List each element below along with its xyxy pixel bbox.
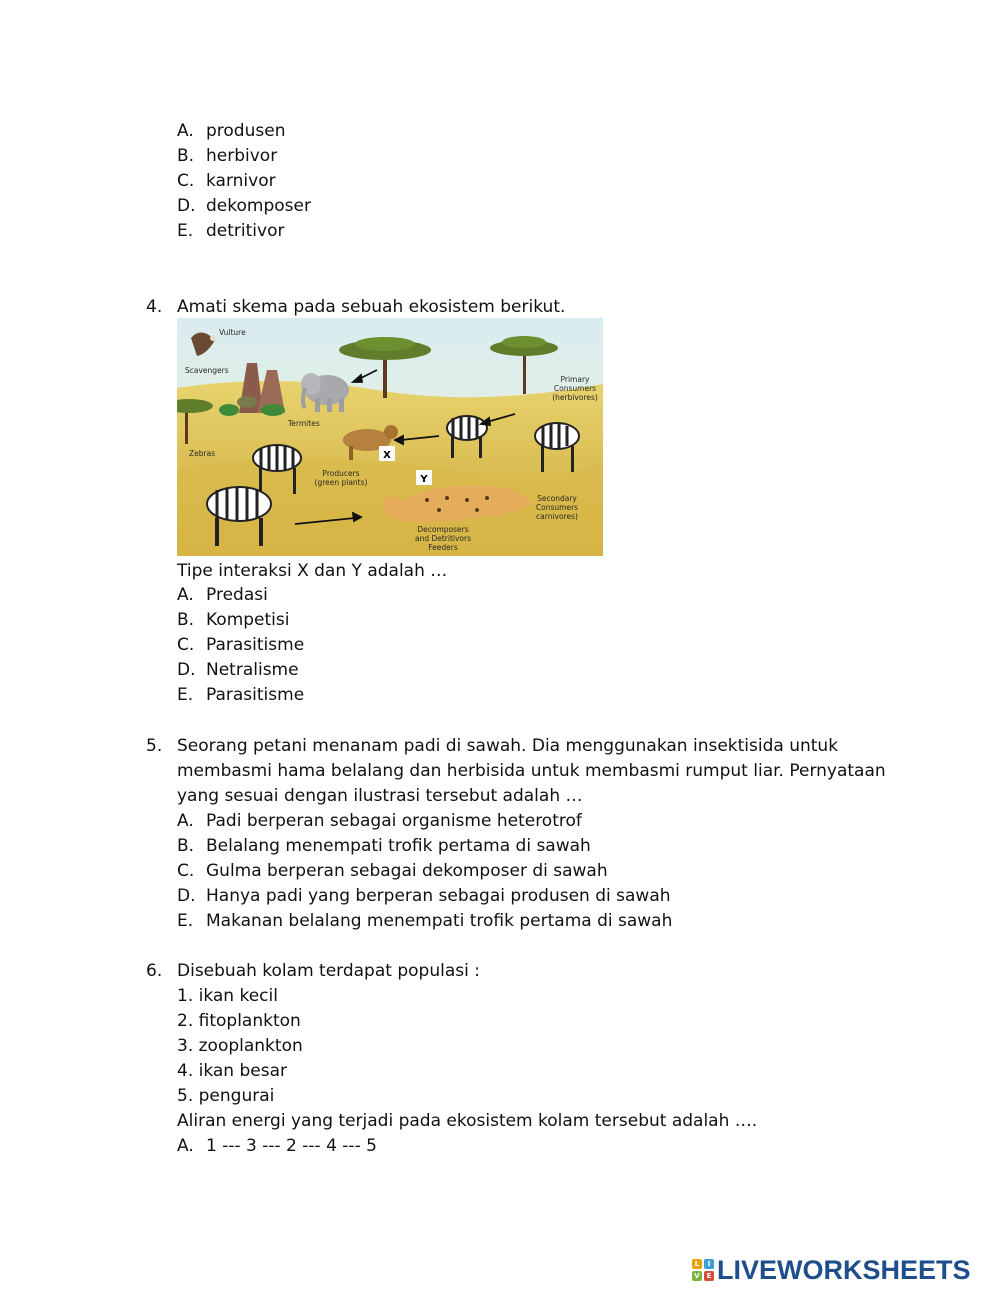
label-decomposers-1: Decomposers [417,525,469,534]
q6-question: Aliran energi yang terjadi pada ekosistem kolam tersebut adalah …. [177,1111,758,1131]
ecosystem-figure [177,318,603,556]
q3-option-b[interactable]: B. herbivor [177,146,278,166]
q6-item-2: 2. fitoplankton [177,1011,301,1031]
liveworksheets-logo[interactable] [692,1255,971,1285]
q3-option-d[interactable]: D. dekomposer [177,196,311,216]
label-primary-1: Primary [560,375,590,384]
q5-number: 5. [146,736,163,756]
q5-option-d[interactable]: D. Hanya padi yang berperan sebagai produsen di sawah [177,886,671,906]
q6-prompt: Disebuah kolam terdapat populasi : [177,961,480,981]
label-secondary-3: carnivores) [536,512,578,521]
q5-text-line-1: Seorang petani menanam padi di sawah. Dia menggunakan insektisida untuk [177,736,839,756]
label-primary-3: (herbivores) [552,393,598,402]
q4-number: 4. [146,297,163,317]
q5-option-c[interactable]: C. Gulma berperan sebagai dekomposer di sawah [177,861,608,881]
q5-option-e[interactable]: E. Makanan belalang menempati trofik pertama di sawah [177,911,673,931]
q4-prompt: Amati skema pada sebuah ekosistem berikut. [177,297,566,317]
label-scavengers: Scavengers [185,366,229,375]
q4-option-e[interactable]: E. Parasitisme [177,685,305,705]
label-termites: Termites [288,419,320,428]
label-y: Y [420,474,428,485]
q4-option-b[interactable]: B. Kompetisi [177,610,290,630]
q3-option-e[interactable]: E. detritivor [177,221,285,241]
q5-text-line-2: membasmi hama belalang dan herbisida untuk membasmi rumput liar. Pernyataan [177,761,886,781]
label-producers-1: Producers [322,469,360,478]
q4-question: Tipe interaksi X dan Y adalah … [177,561,448,581]
label-secondary-2: Consumers [535,503,579,512]
q5-option-a[interactable]: A. Padi berperan sebagai organisme heterotrof [177,811,582,831]
logo-text: LIVEWORKSHEETS [717,1254,971,1285]
q5-option-b[interactable]: B. Belalang menempati trofik pertama di sawah [177,836,591,856]
label-primary-2: Consumers [553,384,597,393]
q4-option-d[interactable]: D. Netralisme [177,660,299,680]
label-producers-2: (green plants) [314,478,368,487]
q3-option-a[interactable]: A. produsen [177,121,286,141]
q6-option-a[interactable]: A. 1 --- 3 --- 2 --- 4 --- 5 [177,1136,377,1156]
q6-item-5: 5. pengurai [177,1086,275,1106]
q6-item-4: 4. ikan besar [177,1061,288,1081]
label-secondary-1: Secondary [537,494,577,503]
q3-option-c[interactable]: C. karnivor [177,171,276,191]
q6-number: 6. [146,961,163,981]
logo-grid-icon: L I V E [692,1259,714,1281]
q5-text-line-3: yang sesuai dengan ilustrasi tersebut adalah … [177,786,583,806]
label-vulture: Vulture [219,328,246,337]
label-x: X [383,450,391,461]
label-decomposers-2: and Detritivors [414,534,472,543]
q4-option-a[interactable]: A. Predasi [177,585,268,605]
label-decomposers-3: Feeders [428,543,458,552]
q6-item-1: 1. ikan kecil [177,986,278,1006]
q4-option-c[interactable]: C. Parasitisme [177,635,305,655]
q6-item-3: 3. zooplankton [177,1036,303,1056]
label-zebras: Zebras [189,449,216,458]
